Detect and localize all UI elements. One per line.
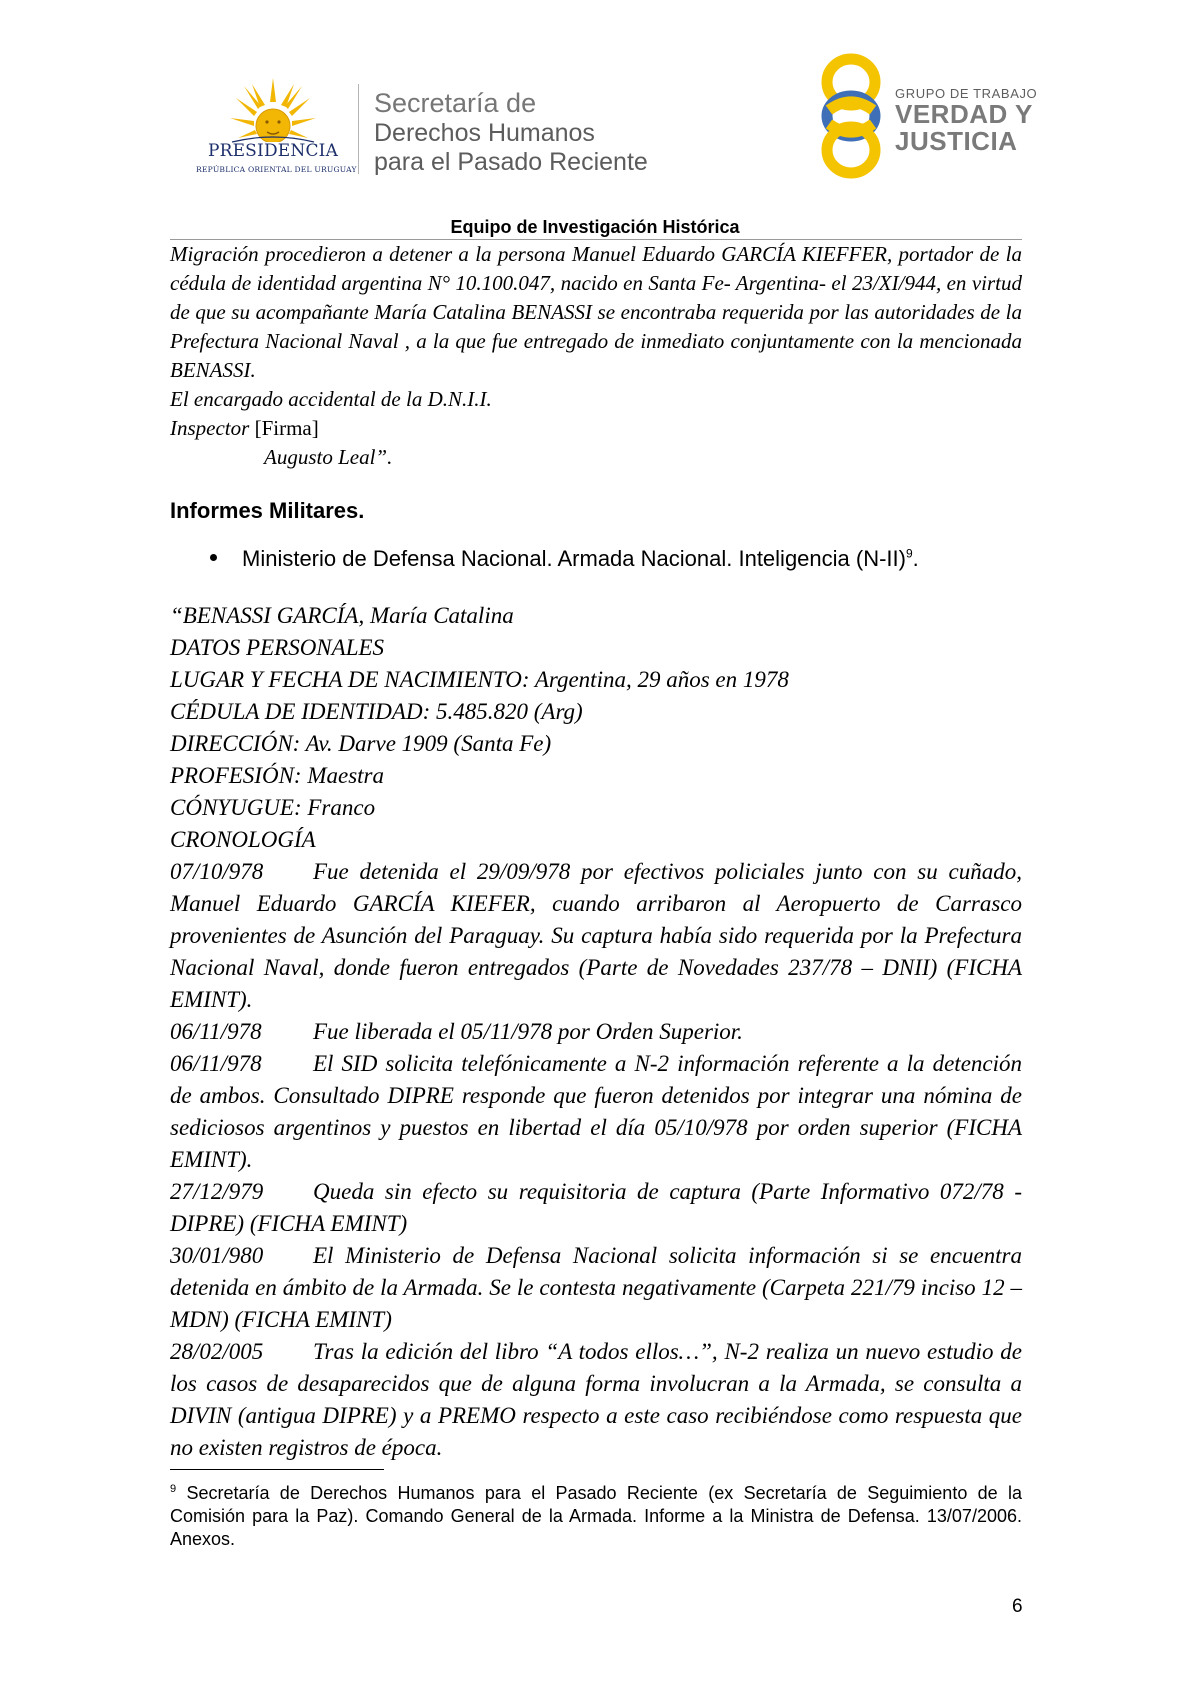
gtvj-line-3: JUSTICIA xyxy=(895,126,1018,156)
record-lugar: LUGAR Y FECHA DE NACIMIENTO: Argentina, 29 años en 1978 xyxy=(170,667,789,692)
entry-date: 27/12/979 xyxy=(170,1179,264,1204)
record-name: “BENASSI GARCÍA, María Catalina xyxy=(170,603,514,628)
chronology-entry xyxy=(170,1336,1022,1464)
record-direccion: DIRECCIÓN: Av. Darve 1909 (Santa Fe) xyxy=(170,731,552,756)
inspector-line xyxy=(170,414,319,443)
secretaria-logo-text xyxy=(374,88,648,177)
footnote-number: 9 xyxy=(170,1483,177,1495)
encargado-line: El encargado accidental de la D.N.I.I. xyxy=(170,387,492,411)
entry-text: El Ministerio de Defensa Nacional solicita información si se encuentra detenida en ámbito de la Armada. Se le contesta negativamente (Carpeta 221/79 inciso 12 – MDN) (FICHA EMINT) xyxy=(170,1243,1022,1332)
bullet-icon xyxy=(210,554,217,561)
firma-label: [Firma] xyxy=(254,416,319,440)
gtvj-line-1: GRUPO DE TRABAJO xyxy=(895,86,1038,101)
verdad-justicia-logo xyxy=(816,52,1036,182)
record-conyugue: CÓNYUGUE: Franco xyxy=(170,795,376,820)
bullet-item xyxy=(242,546,919,572)
chronology-entry xyxy=(170,1176,1022,1240)
entry-date: 06/11/978 xyxy=(170,1051,262,1076)
entry-date: 07/10/978 xyxy=(170,859,264,884)
chronology-entry xyxy=(170,1016,1022,1048)
record-cedula: CÉDULA DE IDENTIDAD: 5.485.820 (Arg) xyxy=(170,699,583,724)
secretaria-line-1: Secretaría de xyxy=(374,88,537,118)
footnote-rule xyxy=(170,1469,384,1470)
entry-text: Fue liberada el 05/11/978 por Orden Superior. xyxy=(313,1019,743,1044)
entry-text: El SID solicita telefónicamente a N-2 información referente a la detención de ambos. Consultado DIPRE responde que fueron detenidos por integrar una nómina de sediciosos argentinos y puestos en libertad el día 05/10/978 por orden superior (FICHA EMINT). xyxy=(170,1051,1022,1172)
entry-text: Tras la edición del libro “A todos ellos…”, N-2 realiza un nuevo estudio de los casos de desaparecidos que de alguna forma involucran a la Armada, se consulta a DIVIN (antigua DIPRE) y a PREMO respecto a este caso recibiéndose como respuesta que no existen registros de época. xyxy=(170,1339,1022,1460)
header-divider xyxy=(358,84,359,174)
entry-date: 30/01/980 xyxy=(170,1243,264,1268)
chronology-entry xyxy=(170,856,1022,1016)
inspector-label: Inspector xyxy=(170,416,250,440)
chronology-entry xyxy=(170,1240,1022,1336)
section-title: Informes Militares. xyxy=(170,498,365,523)
presidencia-logo xyxy=(196,76,357,182)
presidencia-name: PRESIDENCIA xyxy=(207,141,339,161)
secretaria-line-3: para el Pasado Reciente xyxy=(374,148,648,176)
page-number: 6 xyxy=(1012,1596,1023,1617)
record-datos: DATOS PERSONALES xyxy=(170,635,385,660)
record-profesion: PROFESIÓN: Maestra xyxy=(170,763,384,788)
signer-line: Augusto Leal”. xyxy=(264,445,393,469)
secretaria-line-2: Derechos Humanos xyxy=(374,119,595,147)
interlocked-rings-icon xyxy=(816,52,886,182)
footnote-text: Secretaría de Derechos Humanos para el Pasado Reciente (ex Secretaría de Seguimiento de la Comisión para la Paz). Comando General de la Armada. Informe a la Ministra de Defensa. 13/07/2006. Anexos. xyxy=(170,1483,1022,1549)
footnote xyxy=(170,1478,1022,1551)
entry-date: 06/11/978 xyxy=(170,1019,262,1044)
entry-text: Queda sin efecto su requisitoria de captura (Parte Informativo 072/78 - DIPRE) (FICHA EMINT) xyxy=(170,1179,1022,1236)
entry-date: 28/02/005 xyxy=(170,1339,264,1364)
bullet-text: Ministerio de Defensa Nacional. Armada Nacional. Inteligencia (N-II) xyxy=(242,546,906,571)
chronology-entry xyxy=(170,1048,1022,1176)
verdad-justicia-text xyxy=(895,86,1037,155)
entry-text: Fue detenida el 29/09/978 por efectivos policiales junto con su cuñado, Manuel Eduardo GARCÍA KIEFER, cuando arribaron al Aeropuerto de Carrasco provenientes de Asunción del Paraguay. Su captura había sido requerida por la Prefectura Nacional Naval, donde fueron entregados (Parte de Novedades 237/78 – DNII) (FICHA EMINT). xyxy=(170,859,1022,1012)
record-cronologia: CRONOLOGÍA xyxy=(170,827,316,852)
team-heading: Equipo de Investigación Histórica xyxy=(450,217,740,237)
gtvj-line-2: VERDAD Y xyxy=(895,99,1033,129)
footnote-ref: 9 xyxy=(905,546,913,561)
presidencia-subtitle: REPÚBLICA ORIENTAL DEL URUGUAY xyxy=(196,165,357,174)
intro-paragraph: Migración procedieron a detener a la persona Manuel Eduardo GARCÍA KIEFFER, portador de la cédula de identidad argentina N° 10.100.047, nacido en Santa Fe- Argentina- el 23/XI/944, en virtud de que su acompañante María Catalina BENASSI se encontraba requerida por las autoridades de la Prefectura Nacional Naval , a la que fue entregado de inmediato conjuntamente con la mencionada BENASSI. xyxy=(170,242,1022,382)
bullet-end: . xyxy=(912,546,919,571)
